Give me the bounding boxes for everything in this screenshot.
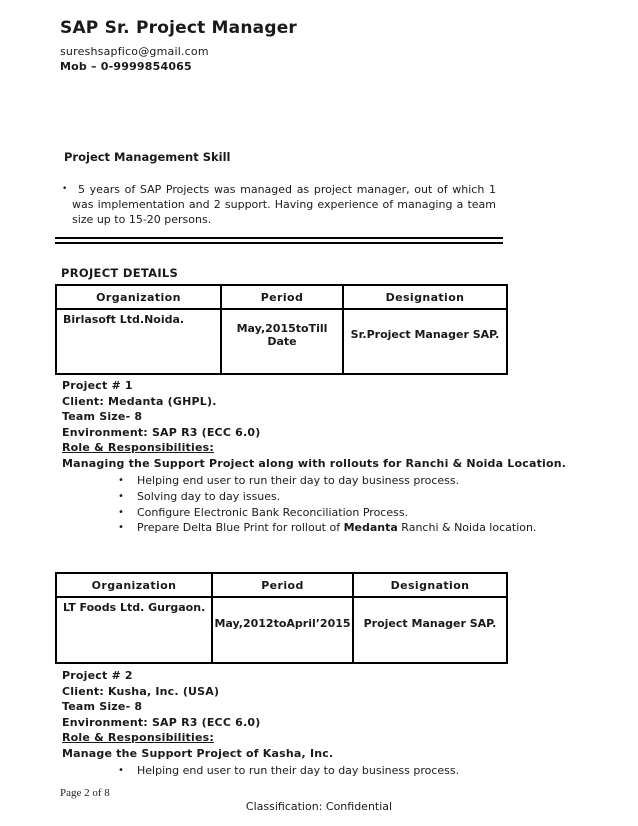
project-table-2 xyxy=(55,572,508,664)
col-header-period: Period xyxy=(221,285,343,309)
project-2-bullet-list xyxy=(62,763,622,779)
project-2-client: Client: Kusha, Inc. (USA) xyxy=(62,684,220,698)
cell-period: May,2015toTill Date xyxy=(221,309,343,374)
skills-section xyxy=(62,150,502,228)
bullet-text: Helping end user to run their day to day business process. xyxy=(137,474,460,487)
bullet-icon: • xyxy=(118,490,124,502)
project-table-1 xyxy=(55,284,508,375)
table-row xyxy=(56,597,507,663)
project-2-role-summary: Manage the Support Project of Kasha, Inc. xyxy=(62,746,334,760)
bullet-icon: • xyxy=(62,184,68,194)
col-header-period: Period xyxy=(212,573,353,597)
cell-designation: Project Manager SAP. xyxy=(353,597,507,663)
cell-period: May,2012toApril’2015 xyxy=(212,597,353,663)
section-divider xyxy=(55,237,503,244)
project-1-client: Client: Medanta (GHPL). xyxy=(62,394,217,408)
project-1-team-size: Team Size- 8 xyxy=(62,410,143,423)
table-row xyxy=(56,309,507,374)
project-2-team-size: Team Size- 8 xyxy=(62,700,143,713)
cell-organization: LT Foods Ltd. Gurgaon. xyxy=(56,597,212,663)
project-2-role-heading: Role & Responsibilities: xyxy=(62,731,214,744)
bullet-text: Prepare Delta Blue Print for rollout of Medanta Ranchi & Noida location. xyxy=(137,521,537,535)
project-1-title: Project # 1 xyxy=(62,379,133,392)
bullet-icon: • xyxy=(118,522,124,534)
classification-text: Classification: Confidential xyxy=(245,800,393,813)
cell-designation: Sr.Project Manager SAP. xyxy=(343,309,507,374)
project-2-environment: Environment: SAP R3 (ECC 6.0) xyxy=(62,715,261,729)
project-1-bullet-list xyxy=(62,473,622,536)
project-1-environment: Environment: SAP R3 (ECC 6.0) xyxy=(62,425,261,439)
bullet-icon: • xyxy=(118,475,124,486)
table-1-header-row xyxy=(56,285,507,309)
bullet-text: Solving day to day issues. xyxy=(137,489,281,503)
project-1-role-heading: Role & Responsibilities: xyxy=(62,441,214,454)
project-2-title: Project # 2 xyxy=(62,669,133,682)
bullet-icon: • xyxy=(118,765,124,776)
skills-heading: Project Management Skill xyxy=(64,150,231,164)
list-item xyxy=(62,763,622,779)
project-2-section xyxy=(62,668,622,779)
page-title: SAP Sr. Project Manager xyxy=(60,18,298,38)
list-item xyxy=(62,505,622,521)
col-header-designation: Designation xyxy=(353,573,507,597)
bullet-icon: • xyxy=(118,506,124,518)
project-1-section xyxy=(62,378,622,536)
list-item xyxy=(62,489,622,505)
col-header-designation: Designation xyxy=(343,285,507,309)
mobile-text: Mob – 0-9999854065 xyxy=(60,60,192,73)
bullet-text: Helping end user to run their day to day business process. xyxy=(137,764,460,777)
project-details-heading: PROJECT DETAILS xyxy=(61,266,179,280)
col-header-organization: Organization xyxy=(56,285,221,309)
email-text: sureshsapfico@gmail.com xyxy=(60,45,209,58)
project-1-role-summary: Managing the Support Project along with rollouts for Ranchi & Noida Location. xyxy=(62,456,567,470)
col-header-organization: Organization xyxy=(56,573,212,597)
page-number: Page 2 of 8 xyxy=(60,787,110,799)
table-2-header-row xyxy=(56,573,507,597)
skill-bullet-text: 5 years of SAP Projects was managed as project manager, out of which 1 was implementation and 2 support. Having experience of managing a team size up to 15-20 persons. xyxy=(72,183,496,227)
cell-organization: Birlasoft Ltd.Noida. xyxy=(56,309,221,374)
skill-bullet-item xyxy=(62,182,502,228)
bullet-text: Configure Electronic Bank Reconciliation Process. xyxy=(137,505,409,519)
list-item xyxy=(62,473,622,489)
header xyxy=(60,18,297,73)
list-item xyxy=(62,520,622,536)
